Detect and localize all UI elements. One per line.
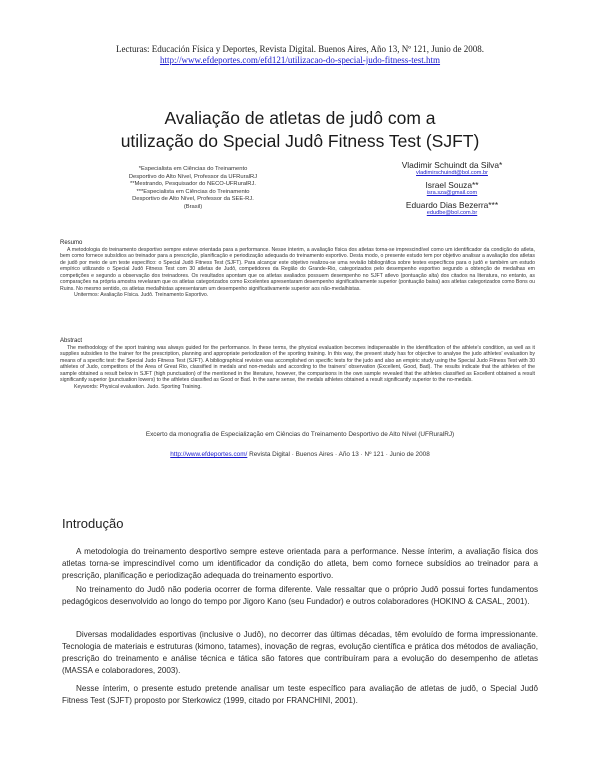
author-name: Eduardo Dias Bezerra***	[405, 200, 499, 210]
author-list	[382, 160, 522, 220]
affiliation-line: ***Especialista em Ciências do Treinamento	[136, 188, 250, 195]
intro-paragraph	[62, 546, 538, 582]
author-email-link[interactable]: vladimirschuindt@bol.com.br	[416, 170, 488, 176]
resumo-heading: Resumo	[60, 240, 83, 246]
affiliation-line: Desportivo de Alto Nível, Professor da SEE-RJ.	[132, 196, 254, 203]
abstract-heading: Abstract	[60, 338, 83, 344]
affiliation-line: **Mestrando, Pesquisador do NECO-UFRuralRJ.	[130, 181, 256, 188]
source-details: Revista Digital · Buenos Aires · Año 13 · Nº 121 · Junio de 2008	[247, 451, 430, 458]
paragraph-text: No treinamento do Judô não poderia ocorrer de forma diferente. Vale ressaltar que o próprio Judô possui fortes fundamentos pedagógicos desenvolvido ao longo do tempo por Jigoro Kano (seu Fundador) e outros colaboradores (HOKINO & CASAL, 2001).	[62, 585, 538, 606]
title-line-1: Avaliação de atletas de judô com a	[164, 108, 436, 128]
paragraph-text: Diversas modalidades esportivas (inclusive o Judô), no decorrer das últimas décadas, têm evoluído de forma impressionante. Tecnologia de materiais e estruturas (kimono, tatames), inovação de regras, evolução científica e prática dos métodos de avaliação, prescrição do treinamento e análise técnica e tática são fatores que contribuíram para a evolução do desempenho de atletas (MASSA e colaboradores, 2003).	[62, 630, 538, 675]
affiliation-line: *Especialista em Ciências do Treinamento	[138, 166, 248, 172]
intro-paragraph	[62, 683, 538, 707]
paragraph-text: Nesse ínterim, o presente estudo pretende analisar um teste específico para avaliação de atletas de judô, o Special Judô Fitness Test (SJFT) proposto por Sterkowicz (1999, citado por FRANCHINI, 2001).	[62, 684, 538, 705]
affiliations	[108, 166, 278, 212]
journal-citation: Lecturas: Educación Física y Deportes, Revista Digital. Buenos Aires, Año 13, Nº 121, Junio de 2008.	[116, 44, 484, 54]
intro-paragraph	[62, 629, 538, 677]
abstract-keywords: Keywords: Physical evaluation. Judo. Sporting Training.	[74, 383, 202, 390]
resumo-section	[60, 239, 535, 299]
abstract-text: The methodology of the sport training was always guided for the performance. In these terms, the physical evaluation becomes indispensable in the identification of the athlete's condition, as well as it supplies subsidies to the trainer for the prescription, planning and appropriate periodization of the sporting training. In this way, the present study has for objective to analyse the judo athletes' evaluation by means of a specific test: the Special Judo Fitness Test (SJFT). A bibliographical revision was accomplished on specific tests for the judo and also an empiric study using the Special Judo Fitness Test with 30 athletes of Judo, competitors of the Area of Great Rio, classified in medals and non-medals and according to the trainers' observation (Excellent, Good, Bad). The results indicate that the athletes of the sample obtained a result below in SJFT (high punctuation) of the mentioned in the literature, however, the comparisons in the own sample revealed that the athletes classified as Excellent obtained a result significantly superior (punctuation lowers) to the athletes classified as Good or Bad. In the same sense, the medals athletes obtained a result significantly superior to the no-medals.	[60, 345, 535, 384]
author-email-link[interactable]: edudbe@bol.com.br	[426, 210, 478, 216]
paragraph-text: A metodologia do treinamento desportivo sempre esteve orientada para a performance. Nesse ínterim, a avaliação física dos atletas torna-se imprescindível como um identificador da condição do atleta, bem como fornece subsídios ao treinador para a prescrição, planificação e periodização adequada do treinamento esportivo.	[62, 547, 538, 580]
introduction-heading: Introdução	[62, 516, 124, 531]
article-url-link[interactable]: http://www.efdeportes.com/efd121/utilizacao-do-special-judo-fitness-test.htm	[159, 55, 441, 65]
title-line-2: utilização do Special Judô Fitness Test (SJFT)	[120, 131, 480, 151]
affiliation-line: Desportivo do Alto Nível, Professor da UFRuralRJ	[128, 173, 258, 180]
affiliation-line: (Brasil)	[183, 203, 203, 210]
efdeportes-link[interactable]: http://www.efdeportes.com/	[170, 451, 248, 458]
author-name: Vladimir Schuindt da Silva*	[401, 160, 503, 170]
journal-header	[0, 44, 600, 66]
resumo-text: A metodologia do treinamento desportivo sempre esteve orientada para a performance. Nesse ínterim, a avaliação física dos atletas torna-se imprescindível como um identificador da condição do atleta, bem como fornece subsídios ao treinador para a prescrição, planificação e periodização adequada do treinamento esportivo. Desta modo, o presente estudo tem por objetivo analisar a avaliação dos atletas de judô por meio de um teste específico: o Special Judô Fitness Test (SJFT). Para alcançar este objetivo realizou-se uma revisão bibliográfica sobre testes específicos para o judô e também um estudo empírico utilizando o Special Judô Fitness Test com 30 atletas de Judô, competidores da Região do Grande-Rio, categorizados pelo desempenho esportivo segundo a obtenção de medalhas em competições e segundo a observação dos treinadores. Os resultados apontam que os atletas avaliados possuem desempenho no SJFT atlevo (pontuação alta) dos citados na literatura, no entanto, as comparações na própria amostra revelaram que os atletas categorizados como Excelentes apresentaram desempenho significativamente superior (pontuação baixa) aos atletas categorizados como Bons ou Ruins. No mesmo sentido, os atletas medalhistas apresentaram um desempenho significativamente superior aos não-medalhistas.	[60, 247, 535, 292]
resumo-keywords: Unitermos: Avaliação Física. Judô. Treinamento Esportivo.	[74, 292, 209, 299]
author-email-link[interactable]: isra.sza@gmail.com	[426, 190, 478, 196]
author-name: Israel Souza**	[425, 180, 479, 190]
abstract-section	[60, 337, 535, 390]
intro-paragraph	[62, 584, 538, 608]
excerpt-note: Excerto da monografia de Especialização em Ciências do Treinamento Desportivo de Alto Nível (UFRuralRJ)	[145, 431, 455, 438]
article-title	[0, 107, 600, 153]
source-line	[0, 451, 600, 458]
